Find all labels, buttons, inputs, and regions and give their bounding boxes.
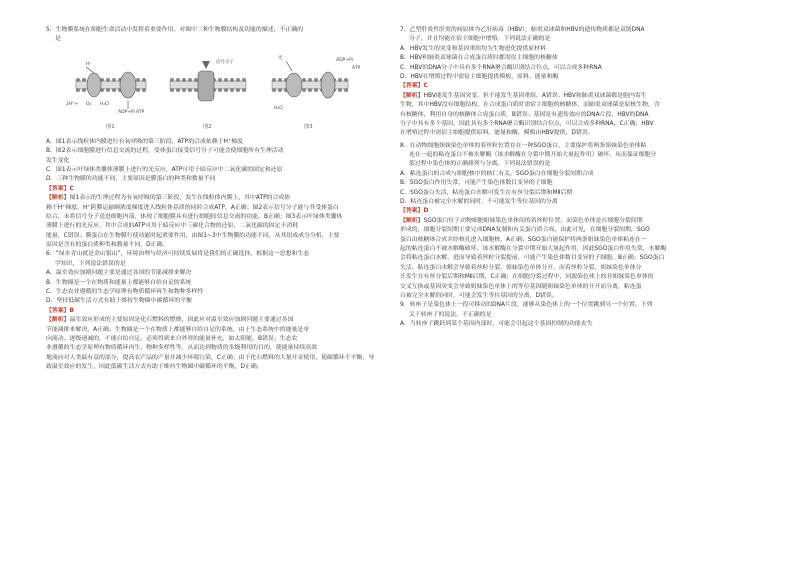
q8-stem-line-2: 连在一起的粘连蛋白不被水解酶（该水解酶在分裂中期开始大量起作用）破坏，从而保证细胞分 (409, 152, 657, 159)
q9-stem-line-1: 9．转座子是染色体上一段可移动的DNA片段，能够从染色体上的一个位置跳到另一个位置。下列 (400, 302, 653, 309)
q9-option-a: A．当转座子跳跃到某个基因内部时，可能会引起这个基因控制的功能丧失 (400, 321, 593, 328)
q5-option-b-cont: 发生变化 (46, 157, 70, 164)
label-signal: 信号分子 (216, 59, 234, 65)
q7-explanation-5: 在增殖过程中需宿主细胞提供原料、能量和酶，模板由HBV提供，D错误。 (400, 130, 594, 137)
q8-explanation-7: 开发生在有丝分裂后期和MⅡ后期，C正确；在细胞分裂过程中，同源染色体上的非姐妹染色单体的 (400, 274, 654, 281)
q5-option-a: A．图1表示线粒体内膜进行有氧呼吸的第三阶段，ATP的合成依赖于H⁺梯度 (46, 138, 243, 145)
explanation-label: 【解析】 (400, 92, 424, 99)
q7-explanation-4: 分子中具有多个基因，因此具有多个RNA聚合酶识别结合位点，可以合成多种RNA，C正确；HBV (400, 120, 654, 127)
label-h2o: H₂O (100, 101, 109, 107)
q5-explanation-1: 【解析】图1表示的生理过程为有氧呼吸的第三阶段，发生在线粒体内膜上，其中ATP的合成依 (46, 195, 291, 202)
q7-option-d: D．HBV在增殖过程中需宿主细胞提供模板、原料、能量和酶 (400, 73, 559, 80)
label-atp-2: ATP (352, 65, 361, 71)
q8-explanation-8: 交叉互换或基因突变会导致姐妹染色单体上的等位基因随姐妹染色单体的分开而分离，粘连蛋 (400, 283, 642, 290)
q6-option-b: B．生物圈是一个在物质和能量上都能够自给自足的系统 (46, 279, 192, 286)
q5-option-c: C．图1表示叶绿体类囊体薄膜上进行的光反应，ATP可用于暗反应中二氧化碳的固定和还原 (46, 166, 283, 173)
q5-explanation-5: 能量，C错误；膜蛋白在生物膜行使功能时起重要作用，由图1~3中生物膜的功能不同，从其组成成分分析，主要 (46, 232, 340, 239)
explanation-label: 【解析】 (46, 195, 70, 202)
q6-option-d: D．坚持低碳生活方式有助于维持生物圈中碳循环的平衡 (46, 298, 192, 305)
q8-answer: 【答案】D (400, 208, 429, 215)
q6-explanation-1: 【解析】温室效应形成的主要原因是化石燃料的燃烧，因此应对温室效应加剧问题主要通过各国 (46, 317, 294, 324)
q7-stem-line-2: 分子，并且均能在宿主细胞中增殖。下列说法正确的是 (409, 36, 551, 43)
membrane-3-drawing (272, 61, 348, 98)
left-column (46, 26, 398, 373)
q8-option-a: A．粘连蛋白的合成与细胞核中的核仁有关，SGO蛋白在细胞分裂间期合成 (400, 170, 594, 177)
label-adp: ADP+Pi (118, 109, 135, 115)
q8-explanation-3: 蛋白由核糖体合成并经核孔进入细胞核，A正确；SGO蛋白能保护将两条姐妹染色单体粘连在一 (400, 236, 647, 243)
q8-stem-line-3: 裂过程中染色体的正确排列与分离。下列说法错误的是 (409, 161, 551, 168)
figure-caption-3: 图3 (304, 123, 313, 130)
label-h-plus: H⁺ (86, 61, 92, 67)
q8-explanation-5: 会将粘连蛋白水解，进而导致着丝粒分裂提前，可能产生染色体数目变异的子细胞，B正确；SGO蛋白 (400, 255, 665, 262)
question-8 (400, 142, 752, 302)
membrane-diagram (46, 47, 398, 135)
q5-explanation-4: 薄膜上进行的光反应，其中合成的ATP可用于暗反应中三碳化合物的还原，二氧化碳的固定不消耗 (46, 223, 299, 230)
q5-answer: 【答案】C (46, 185, 74, 192)
question-6 (46, 250, 398, 372)
q8-option-c: C．SGO蛋白失活，粘连蛋白水解可发生在有丝分裂后期和MⅡ后期 (400, 189, 573, 196)
q7-explanation-2: 生物，其中HBV没有细胞结构，在合成蛋白质时需宿主细胞的核糖体，而肺炎双球菌是原核生物，含 (400, 102, 660, 109)
label-h-ion: 2H⁺+ (66, 101, 79, 107)
q6-explanation-4: 业遵循的生态学原理有物质循环再生、物种多样性等，从而达到物质的多级利用的目的，使能量持续高效 (46, 345, 317, 352)
q5-stem-line-1: 5．生物膜系统在细胞生命活动中发挥着重要作用。对图中三种生物膜结构及功能的描述，不正确的 (46, 27, 304, 33)
question-7 (400, 26, 752, 139)
label-o2: O₂ (86, 101, 92, 107)
q7-option-b: B．HBV和肺炎双球菌在合成蛋白质时都需宿主细胞的核糖体 (400, 55, 558, 62)
q7-explanation-3: 有核糖体，利用自身的核糖体合成蛋白质，B错误；基因是有遗传效应的DNA片段，HBV的DNA (400, 111, 649, 118)
right-column (400, 26, 752, 330)
q7-option-a: A．HBV发生的突变和基因重组均为生物进化提供原材料 (400, 45, 546, 52)
q9-stem-line-2: 关于转座子的说法，不正确的是 (409, 311, 492, 318)
q5-explanation-2: 赖于H⁺梯度，H⁺跨膜运输顺浓度梯度进入线粒体基质的同时合成ATP，A正确；图2表示信号分子能与其受体蛋白 (46, 204, 339, 211)
q7-explanation-1: 【解析】HBV能发生基因突变，但不能发生基因重组，A错误；HBV和肺炎双球菌都是胞内寄生 (400, 92, 647, 99)
q6-explanation-2: 节能减排来解决，A正确；生物圈是一个在物质上都能够自给自足的系统，由于生态系统中的能量是单 (46, 326, 310, 333)
q6-answer: 【答案】B (46, 307, 75, 314)
q8-option-b: B．SGO蛋白作用失常，可能产生染色体数目变异的子细胞 (400, 180, 553, 187)
q5-option-d: D．三种生物膜的功能不同，主要原因是膜蛋白的种类和数量不同 (46, 176, 216, 183)
q5-explanation-3: 结合，未将信号分子送进细胞内部，体现了细胞膜具有进行细胞间信息交流的功能，B正确；图3表示叶绿体类囊体 (46, 213, 343, 220)
q8-stem-line-1: 8．在动物细胞姐妹染色单体的着丝粒位置存在一种SGO蛋白，主要保护将两条姐妹染色单体粘 (400, 142, 647, 149)
membrane-2-drawing (170, 61, 246, 101)
figure-caption-2: 图2 (203, 123, 212, 130)
q6-stem-line-1: 6．“绿水青山就是金山银山”，环境治理与经济可持续发展将是我们的正确选择。根据这一思想和生态 (46, 251, 310, 258)
label-atp: ATP (136, 109, 145, 115)
q8-explanation-4: 起的粘连蛋白不被水解酶破坏，该水解酶在分裂中期开始大量起作用，因此SGO蛋白作用失常，水解酶 (400, 245, 667, 252)
q5-option-b: B．图2表示细胞膜进行信息交流的过程，受体蛋白接受信号分子可能会使细胞所有生理活动 (46, 148, 284, 155)
q6-explanation-3: 向流动、逐级递减的，不能自给自足，必须得到来自外界的能量补充，如太阳能，B错误；生态农 (46, 335, 298, 342)
q5-explanation-6: 原因是含有的蛋白质种类和数量不同，D正确。 (46, 242, 169, 249)
q6-option-a: A．温室效应加剧问题主要是通过各国的节能减排来解决 (46, 270, 192, 277)
q7-stem-line-1: 7．乙型肝炎性肝炎的病原体为乙肝病毒（HBV），肺炎双球菌和HBV的遗传物质都是双链DNA (400, 27, 645, 33)
label-light: 光 (278, 55, 283, 61)
figure-caption-1: 图1 (106, 123, 115, 130)
q6-stem-line-2: 学知识，下列说法错误的是 (55, 260, 126, 267)
explanation-label: 【解析】 (400, 217, 424, 224)
q6-option-c: C．生态农业遵循的生态学原理有物质循环再生和物种多样性 (46, 289, 204, 296)
label-adp-2: ADP+Pi (336, 57, 353, 63)
q6-explanation-5: 地流向对人类最有益的部分，提高农产品的产量并减少环境污染，C正确；由于化石燃料的大量开采使用，使碳循环不平衡，导 (46, 354, 375, 361)
q8-explanation-6: 失活、粘连蛋白水解会导致着丝粒分裂，姐妹染色单体分开，而着丝粒分裂、姐妹染色单体分 (400, 264, 642, 271)
q7-answer: 【答案】C (400, 83, 428, 90)
q8-explanation-2: 形成的，细胞分裂间期主要完成DNA复制和有关蛋白质合成，由此可见，在细胞分裂间期，SGO (400, 227, 650, 234)
q6-explanation-6: 致温室效应的发生，因此低碳生活方式有助于维持生物圈中碳循环的平衡，D正确。 (46, 364, 263, 371)
question-5 (46, 26, 398, 250)
q7-option-c: C．HBV的DNA分子中具有多个RNA聚合酶识别结合位点，可以合成多种RNA (400, 64, 602, 71)
question-9 (400, 301, 752, 329)
q8-option-d: D．粘连蛋白被完全水解的同时，不可能发生等位基因的分离 (400, 199, 558, 206)
label-h2o-2: H₂O (274, 105, 283, 111)
q8-explanation-1: 【解析】SGO蛋白位于动物细胞姐妹染色单体间的着丝粒位置，而染色单体是在细胞分裂间期 (400, 217, 643, 224)
membrane-figure (46, 47, 398, 135)
q8-explanation-9: 白被完全水解的同时，可能会发生等位基因的分离，D错误。 (400, 292, 558, 299)
explanation-label: 【解析】 (46, 317, 70, 324)
q5-stem-line-2: 是 (55, 36, 61, 43)
